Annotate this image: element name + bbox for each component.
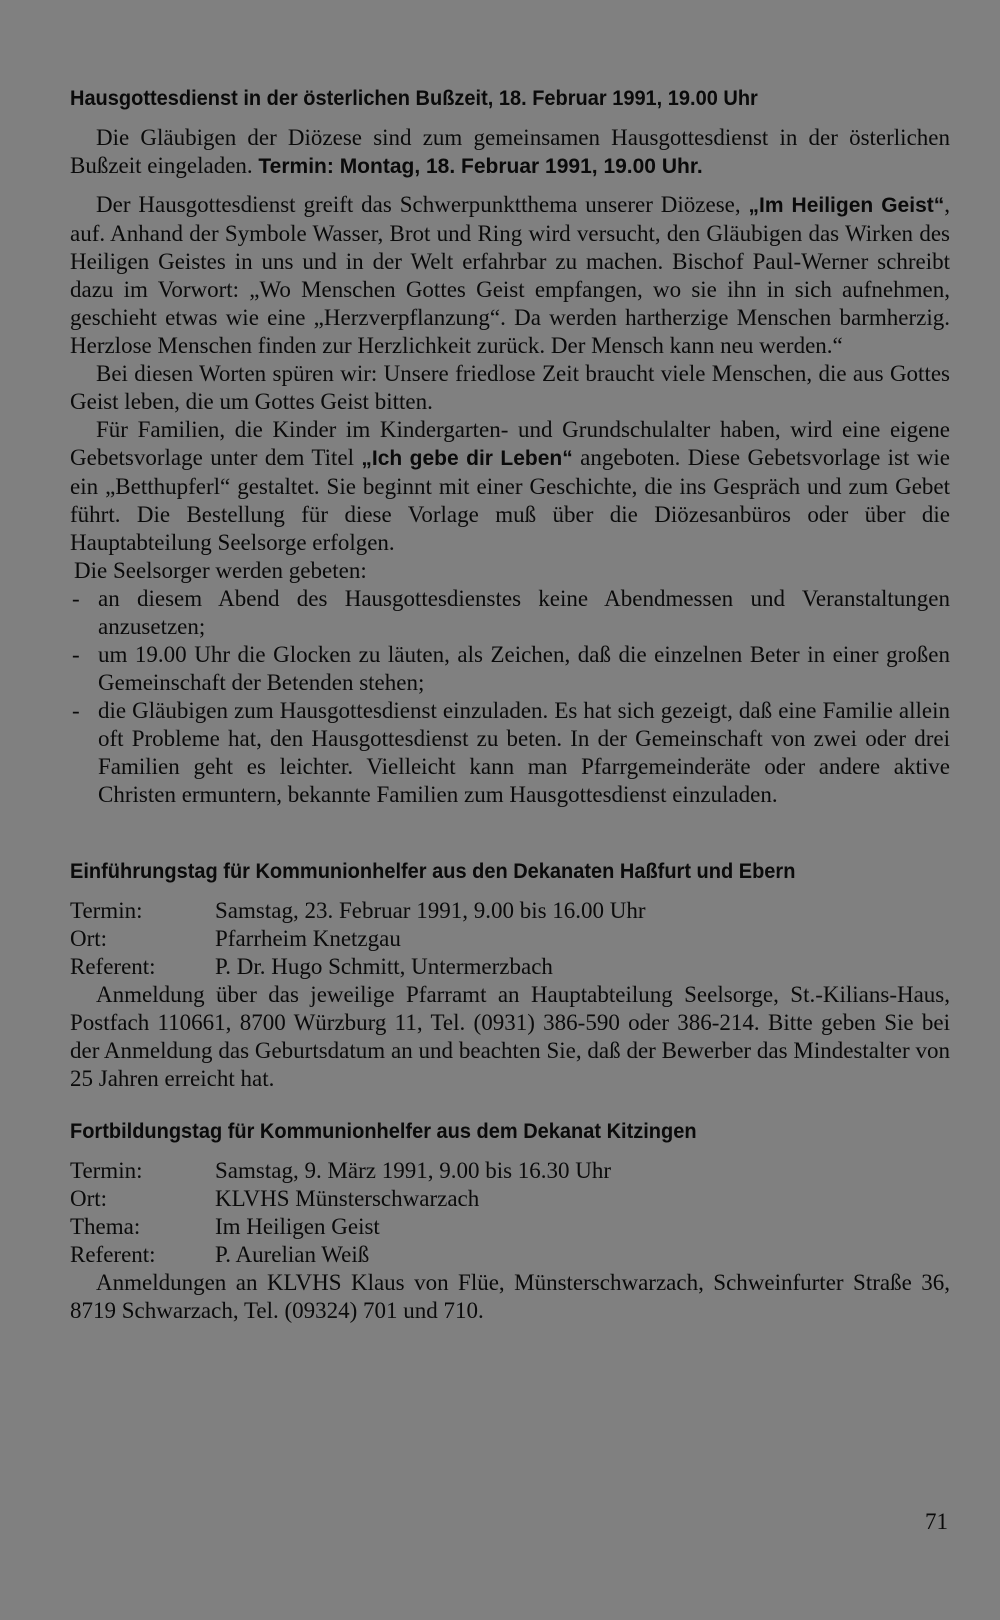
paragraph-theme: Der Hausgottesdienst greift das Schwerpunktthema unserer Diözese, „Im Heiligen Geist“, auf. Anhand der Symbole Wasser, Brot und Ring wird versucht, den Gläubigen das Wirken des Heiligen Geistes in uns und in der Welt erfahrbar zu machen. Bischof Paul-Werner schreibt dazu im Vorwort: „Wo Menschen Gottes Geist empfangen, wo sie ihn in sich aufnehmen, geschieht etwas wie eine „Herzverpflanzung“. Da werden hartherzige Menschen barmherzig. Herzlose Menschen finden zur Herzlichkeit zurück. Der Mensch kann neu werden.“	[70, 192, 950, 358]
list-item: - die Gläubigen zum Hausgottesdienst einzuladen. Es hat sich gezeigt, daß eine Familie allein oft Probleme hat, den Hausgottesdienst zu beten. In der Gemeinschaft von zwei oder drei Familien geht es leichter. Vielleicht kann man Pfarrgemeinderäte oder andere aktive Christen ermuntern, bekannte Familien zum Hausgottesdienst einzuladen.	[98, 697, 950, 809]
info-value: KLVHS Münsterschwarzach	[215, 1186, 480, 1211]
info-row	[70, 897, 950, 925]
info-row	[70, 1241, 950, 1269]
page-number: 71	[925, 1509, 948, 1534]
info-value: Im Heiligen Geist	[215, 1214, 380, 1239]
info-table-einfuehrungstag	[70, 897, 950, 981]
paragraph-pastors-asked: Die Seelsorger werden gebeten:	[74, 558, 367, 583]
paragraph-families: Für Familien, die Kinder im Kindergarten- und Grundschulalter haben, wird eine eigene Gebetsvorlage unter dem Titel „Ich gebe dir Leben“ angeboten. Diese Gebetsvorlage ist wie ein „Betthupferl“ gestaltet. Sie beginnt mit einer Geschichte, die ins Gespräch und zum Gebet führt. Die Bestellung für diese Vorlage muß über die Diözesanbüros oder über die Hauptabteilung Seelsorge erfolgen.	[70, 417, 950, 555]
info-label: Referent:	[70, 954, 156, 979]
info-label: Thema:	[70, 1214, 141, 1239]
bold-im-heiligen-geist: „Im Heiligen Geist“	[748, 194, 945, 217]
info-value: Pfarrheim Knetzgau	[215, 926, 401, 951]
list-item: - um 19.00 Uhr die Glocken zu läuten, als Zeichen, daß die einzelnen Beter in einer großen Gemeinschaft der Betenden stehen;	[98, 641, 950, 697]
info-label: Referent:	[70, 1242, 156, 1267]
info-label: Termin:	[70, 898, 143, 923]
info-value: P. Dr. Hugo Schmitt, Untermerzbach	[215, 954, 553, 979]
info-value: P. Aurelian Weiß	[215, 1242, 370, 1267]
info-value: Samstag, 23. Februar 1991, 9.00 bis 16.00 Uhr	[215, 898, 646, 923]
bold-termin: Termin: Montag, 18. Februar 1991, 19.00 Uhr.	[258, 155, 703, 178]
info-value: Samstag, 9. März 1991, 9.00 bis 16.30 Uhr	[215, 1158, 612, 1183]
pastor-request-list	[70, 585, 950, 809]
list-item: - an diesem Abend des Hausgottesdienstes keine Abendmessen und Veranstaltungen anzusetzen;	[98, 585, 950, 641]
paragraph-registration-einfuehrungstag: Anmeldung über das jeweilige Pfarramt an Hauptabteilung Seelsorge, St.-Kilians-Haus, Postfach 110661, 8700 Würzburg 11, Tel. (0931) 386-590 oder 386-214. Bitte geben Sie bei der Anmeldung das Geburtsdatum an und beachten Sie, daß der Bewerber das Mindestalter von 25 Jahren erreicht hat.	[70, 982, 950, 1091]
info-row	[70, 925, 950, 953]
paragraph-invitation: Die Gläubigen der Diözese sind zum gemeinsamen Hausgottesdienst in der österlichen Bußzeit eingeladen. Termin: Montag, 18. Februar 1991, 19.00 Uhr.	[70, 125, 950, 178]
paragraph-words: Bei diesen Worten spüren wir: Unsere friedlose Zeit braucht viele Menschen, die aus Gottes Geist leben, die um Gottes Geist bitten.	[70, 361, 950, 414]
info-row	[70, 1213, 950, 1241]
info-label: Ort:	[70, 1186, 108, 1211]
bold-ich-gebe-dir-leben: „Ich gebe dir Leben“	[361, 447, 573, 470]
section-heading-fortbildungstag: Fortbildungstag für Kommunionhelfer aus dem Dekanat Kitzingen	[70, 1119, 697, 1143]
info-label: Termin:	[70, 1158, 143, 1183]
info-row	[70, 1185, 950, 1213]
section-heading-hausgottesdienst: Hausgottesdienst in der österlichen Bußzeit, 18. Februar 1991, 19.00 Uhr	[70, 86, 758, 110]
paragraph-registration-fortbildungstag: Anmeldungen an KLVHS Klaus von Flüe, Münsterschwarzach, Schweinfurter Straße 36, 8719 Schwarzach, Tel. (09324) 701 und 710.	[70, 1270, 950, 1323]
section-heading-einfuehrungstag: Einführungstag für Kommunionhelfer aus den Dekanaten Haßfurt und Ebern	[70, 859, 796, 883]
info-row	[70, 953, 950, 981]
info-table-fortbildungstag	[70, 1157, 950, 1269]
info-row	[70, 1157, 950, 1185]
info-label: Ort:	[70, 926, 108, 951]
